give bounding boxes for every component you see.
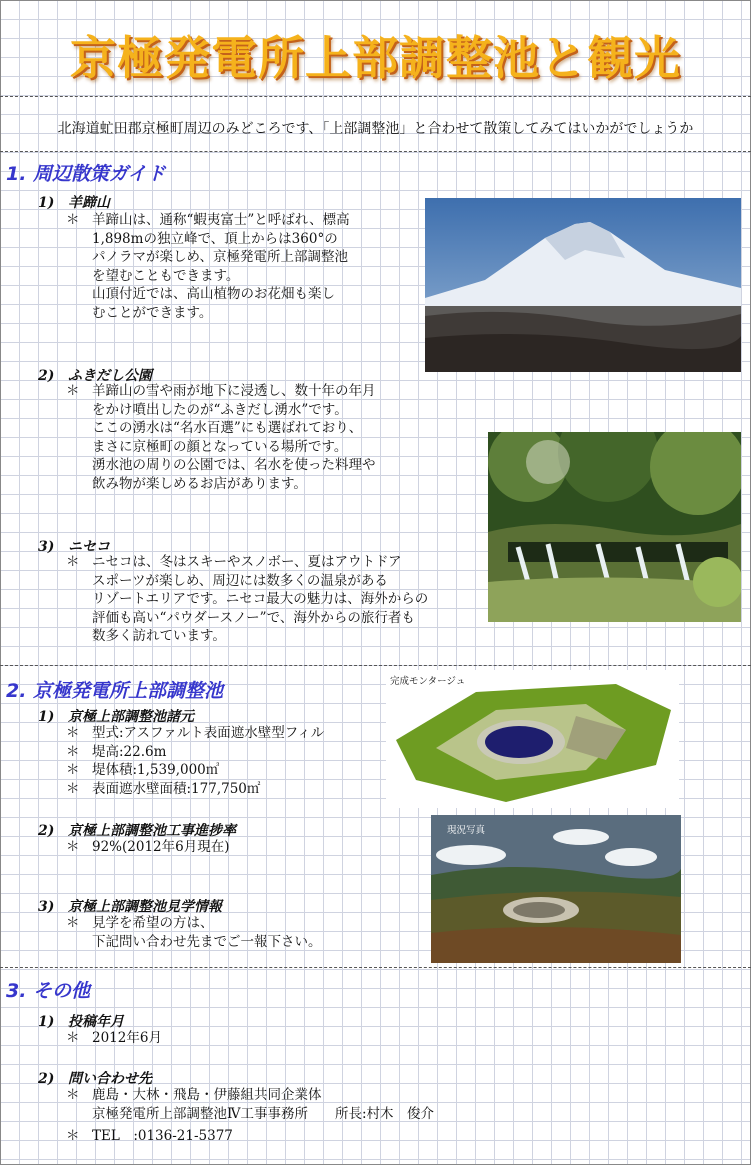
s2-item-1-title: 1) 京極上部調整池諸元 <box>38 709 194 725</box>
s1-item-3-title: 3) ニセコ <box>38 539 110 555</box>
s1-item-2-body: ＊ 羊蹄山の雪や雨が地下に浸透し、数十年の年月 をかけ噴出したのが“ふきだし湧水”です。 ここの湧水は“名水百選”にも選ばれており、 まさに京極町の顔となっている場所です。 湧水池の周りの公園では、名水を使った料理や 飲み物が楽しめるお店があります。 <box>66 383 376 492</box>
s2-item-3-title: 3) 京極上部調整池見学情報 <box>38 899 222 915</box>
intro-text: 北海道虻田郡京極町周辺のみどころです、「上部調整池」と合わせて散策してみてはいかがでしょうか <box>57 121 694 137</box>
s1-item-1-body: ＊ 羊蹄山は、通称“蝦夷富士”と呼ばれ、標高 1,898mの独立峰で、頂上からは360°の パノラマが楽しめ、京極発電所上部調整池 を望むこともできます。 山頂付近では、高山植物のお花畑も楽し むことができます。 <box>66 212 350 321</box>
s2-item-3-body: ＊ 見学を希望の方は、 下記問い合わせ先までご一報下さい。 <box>66 915 322 950</box>
divider <box>0 151 751 152</box>
reservoir-montage-image <box>386 670 679 808</box>
section-1-heading: 1. 周辺散策ガイド <box>6 163 166 185</box>
s3-item-1-body: ＊ 2012年6月 <box>66 1030 162 1046</box>
current-status-photo <box>431 815 681 963</box>
divider <box>0 96 751 97</box>
s3-item-2-title: 2) 問い合わせ先 <box>38 1071 152 1087</box>
divider <box>0 665 751 666</box>
s3-item-2-body: ＊ 鹿島・大林・飛島・伊藤組共同企業体 京極発電所上部調整池Ⅳ工事事務所 所長:村木 俊介 ＊ TEL :0136-21-5377 <box>66 1087 435 1145</box>
montage-caption: 完成モンタージュ <box>390 676 466 687</box>
divider <box>0 967 751 968</box>
mount-yotei-photo <box>425 198 741 372</box>
section-2-heading: 2. 京極発電所上部調整池 <box>6 680 224 702</box>
s1-item-1-title: 1) 羊蹄山 <box>38 195 110 211</box>
section-3-heading: 3. その他 <box>6 980 91 1002</box>
s1-item-3-body: ＊ ニセコは、冬はスキーやスノボー、夏はアウトドア スポーツが楽しめ、周辺には数多くの温泉がある リゾートエリアです。ニセコ最大の魅力は、海外からの 評価も高い“パウダースノー”で、海外からの旅行者も 数多く訪れています。 <box>66 554 429 645</box>
s1-item-2-title: 2) ふきだし公園 <box>38 368 152 384</box>
fukidashi-park-photo <box>488 432 741 622</box>
s2-item-2-body: ＊ 92%(2012年6月現在) <box>66 839 230 855</box>
s2-item-2-title: 2) 京極上部調整池工事進捗率 <box>38 823 236 839</box>
s2-item-1-body: ＊ 型式:アスファルト表面遮水壁型フィル ＊ 堤高:22.6m ＊ 堤体積:1,539,000㎥ ＊ 表面遮水壁面積:177,750㎡ <box>66 725 325 797</box>
page-title: 京極発電所上部調整池と観光 <box>70 31 681 85</box>
photo-caption: 現況写真 <box>447 825 486 836</box>
s3-item-1-title: 1) 投稿年月 <box>38 1014 124 1030</box>
